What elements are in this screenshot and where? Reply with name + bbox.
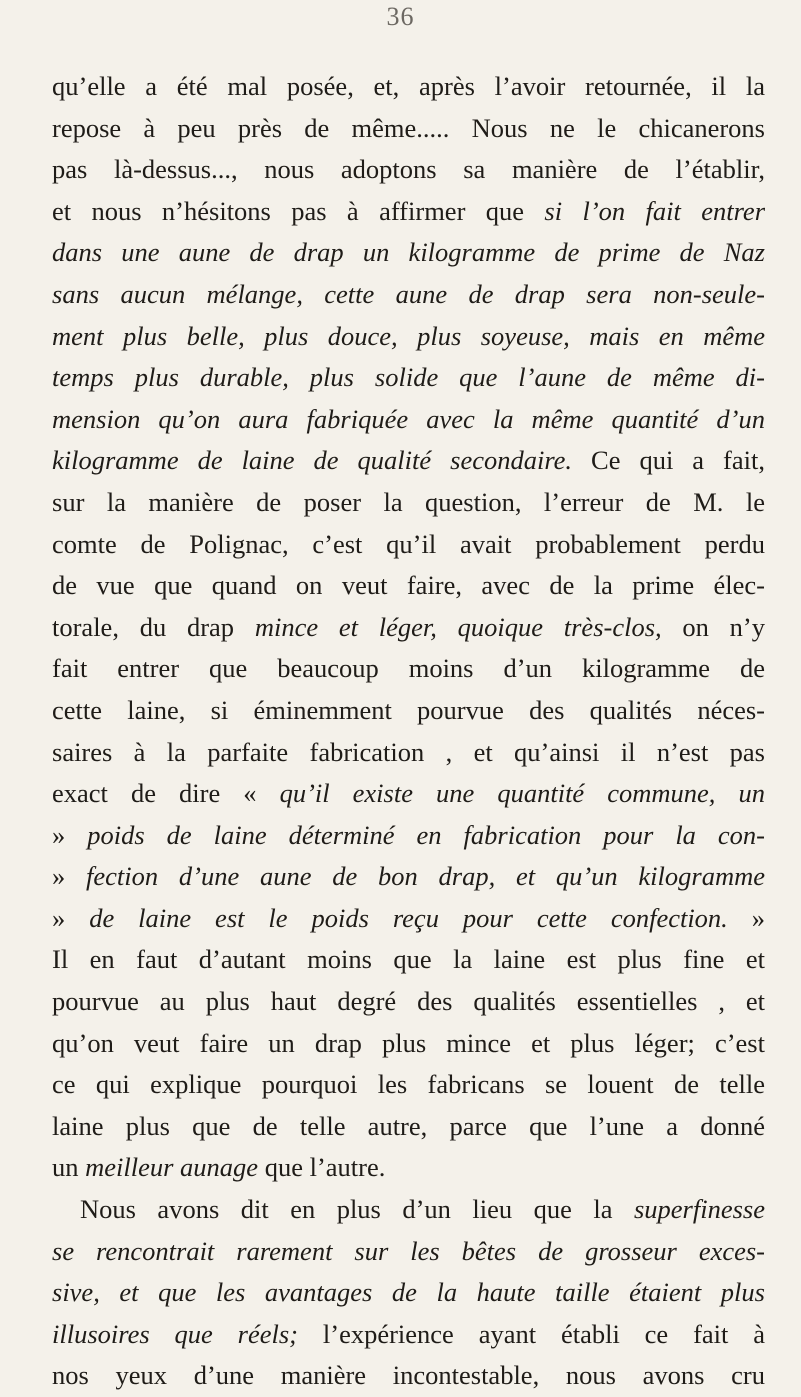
text-line (52, 732, 765, 774)
italic-run: qu’il existe une quantité commune, un (279, 778, 765, 809)
body-text (52, 66, 765, 1397)
text-line (52, 482, 765, 524)
text-line (52, 316, 765, 358)
text-line (52, 1272, 765, 1314)
text-run: comte de Polignac, c’est qu’il avait probablement perdu (52, 528, 765, 559)
text-line (52, 1023, 765, 1065)
text-run: ce qui explique pourquoi les fabricans se louent de telle (52, 1069, 765, 1100)
text-run: torale, du drap (52, 611, 255, 642)
text-run: et nous n’hésitons pas à affirmer que (52, 195, 545, 226)
text-run: saires à la parfaite fabrication , et qu’ainsi il n’est pas (52, 736, 765, 767)
text-run: Nous avons dit en plus d’un lieu que la (80, 1194, 634, 1225)
text-run: repose à peu près de même..... Nous ne le chicanerons (52, 112, 765, 143)
text-run: Ce qui a fait, (572, 445, 765, 476)
text-line (52, 1189, 765, 1231)
text-run: » (727, 902, 765, 933)
page-number: 36 (386, 2, 415, 31)
italic-run: kilogramme de laine de qualité secondaire. (52, 445, 573, 476)
text-run: cette laine, si éminemment pourvue des qualités néces- (52, 694, 765, 725)
italic-run: temps plus durable, plus solide que l’aune de même di- (52, 362, 765, 393)
italic-run: superfinesse (633, 1194, 765, 1225)
text-line (52, 607, 765, 649)
text-line (52, 399, 765, 441)
text-line (52, 440, 765, 482)
text-line (52, 149, 765, 191)
text-line (52, 274, 765, 316)
italic-run: sans aucun mélange, cette aune de drap sera non-seule- (52, 278, 765, 309)
text-line (52, 981, 765, 1023)
text-line (52, 773, 765, 815)
italic-run: ment plus belle, plus douce, plus soyeuse, mais en même (52, 320, 765, 351)
italic-run: se rencontrait rarement sur les bêtes de grosseur exces- (52, 1235, 765, 1266)
text-line (52, 66, 765, 108)
text-run: qu’on veut faire un drap plus mince et plus léger; c’est (52, 1027, 765, 1058)
text-run: l’expérience ayant établi ce fait à (298, 1318, 765, 1349)
text-run: nos yeux d’une manière incontestable, nous avons cru (52, 1360, 765, 1391)
text-line (52, 648, 765, 690)
text-run: pourvue au plus haut degré des qualités essentielles , et (52, 986, 765, 1017)
text-run: » (52, 902, 90, 933)
italic-run: illusoires que réels; (52, 1318, 299, 1349)
italic-run: poids de laine déterminé en fabrication pour la con- (87, 819, 765, 850)
text-line (52, 1355, 765, 1397)
text-line (52, 1231, 765, 1273)
text-line (52, 690, 765, 732)
text-run: fait entrer que beaucoup moins d’un kilogramme de (52, 653, 765, 684)
text-line (52, 898, 765, 940)
italic-run: mince et léger, quoique très-clos, (254, 611, 662, 642)
text-run: qu’elle a été mal posée, et, après l’avoir retournée, il la (52, 71, 765, 101)
italic-run: fection d’une aune de bon drap, et qu’un kilogramme (86, 861, 765, 892)
text-line (52, 939, 765, 981)
text-line (52, 357, 765, 399)
text-line (52, 1106, 765, 1148)
italic-run: sive, et que les avantages de la haute taille étaient plus (52, 1277, 765, 1308)
text-line (52, 1147, 765, 1189)
text-line (52, 1314, 765, 1356)
text-line (52, 565, 765, 607)
text-line (52, 1064, 765, 1106)
text-run: sur la manière de poser la question, l’erreur de M. le (52, 486, 765, 517)
text-run: Il en faut d’autant moins que la laine est plus fine et (52, 944, 765, 975)
text-line (52, 232, 765, 274)
text-run: » (52, 861, 87, 892)
text-line (52, 108, 765, 150)
text-run: » (52, 819, 88, 850)
italic-run: de laine est le poids reçu pour cette confection. (89, 902, 728, 933)
text-run: un (52, 1152, 86, 1183)
text-line (52, 191, 765, 233)
text-run: on n’y (661, 611, 765, 642)
text-run: exact de dire « (52, 778, 280, 809)
italic-run: si l’on fait entrer (544, 195, 765, 226)
text-line (52, 524, 765, 566)
text-run: que l’autre. (258, 1152, 386, 1183)
italic-run: mension qu’on aura fabriquée avec la même quantité d’un (52, 403, 765, 434)
italic-run: dans une aune de drap un kilogramme de prime de Naz (52, 237, 765, 268)
text-run: pas là-dessus..., nous adoptons sa manière de l’établir, (52, 154, 765, 185)
text-line (52, 856, 765, 898)
text-run: de vue que quand on veut faire, avec de la prime élec- (52, 570, 765, 601)
italic-run: meilleur aunage (85, 1152, 259, 1183)
text-line (52, 815, 765, 857)
text-run: laine plus que de telle autre, parce que l’une a donné (52, 1110, 765, 1141)
